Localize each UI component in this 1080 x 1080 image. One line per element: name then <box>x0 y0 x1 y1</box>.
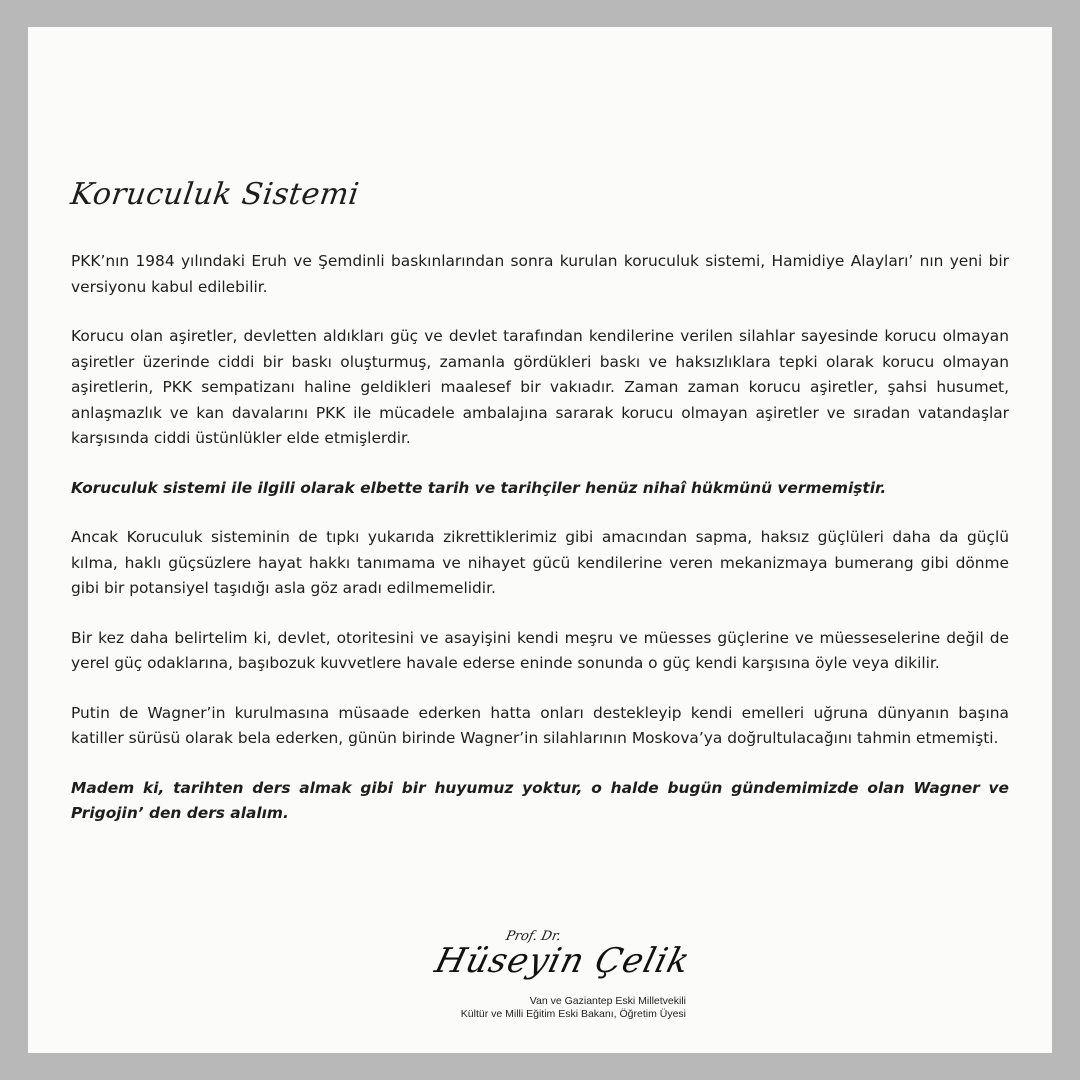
signature-prefix: Prof. Dr. <box>504 929 563 944</box>
paragraph-1: PKK’nın 1984 yılındaki Eruh ve Şemdinli baskınlarından sonra kurulan koruculuk sistemi, Hamidiye Alayları’ nın yeni bir versiyonu kabul edilebilir. <box>71 252 1009 296</box>
paragraph-6: Putin de Wagner’in kurulmasına müsaade ederken hatta onları destekleyip kendi emelleri uğruna dünyanın başına katiller sürüsü olarak bela ederken, günün birinde Wagner’in silahlarının Moskova’ya doğrultulacağını tahmin etmemişti. <box>71 703 1009 747</box>
signature-title-line-1: Van ve Gaziantep Eski Milletvekili <box>529 995 686 1007</box>
signature-name: Hüseyin Çelik <box>431 941 695 981</box>
signature-title-line-2: Kültür ve Milli Eğitim Eski Bakanı, Öğretim Üyesi <box>460 1008 686 1020</box>
document-body <box>71 249 1009 827</box>
document-title: Koruculuk Sistemi <box>68 177 362 212</box>
paragraph-3-emphasis: Koruculuk sistemi ile ilgili olarak elbette tarih ve tarihçiler henüz nihaî hükmünü vermemiştir. <box>71 478 887 497</box>
paragraph-2: Korucu olan aşiretler, devletten aldıkları güç ve devlet tarafından kendilerine verilen silahlar sayesinde korucu olmayan aşiretler üzerinde ciddi bir baskı oluşturmuş, zamanla gördükleri baskı ve haksızlıklara tepki olarak korucu olmayan aşiretlerin, PKK sempatizanı haline geldikleri maalesef bir vakıadır. Zaman zaman korucu aşiretler, şahsi husumet, anlaşmazlık ve kan davalarını PKK ile mücadele ambalajına sararak korucu olmayan aşiretler ve sıradan vatandaşlar karşısında ciddi üstünlükler elde etmişlerdir. <box>71 327 1009 447</box>
paragraph-7-emphasis: Madem ki, tarihten ders almak gibi bir huyumuz yoktur, o halde bugün gündemimizde olan Wagner ve Prigojin’ den ders alalım. <box>71 778 1009 822</box>
paragraph-5: Bir kez daha belirtelim ki, devlet, otoritesini ve asayişini kendi meşru ve müesses güçlerine ve müesseselerine değil de yerel güç odaklarına, başıbozuk kuvvetlere havale ederse eninde sonunda o güç kendi karşısına öyle veya dikilir. <box>71 628 1009 672</box>
document-page <box>28 27 1052 1053</box>
signature-block <box>408 927 698 1037</box>
paragraph-4: Ancak Koruculuk sisteminin de tıpkı yukarıda zikrettiklerimiz gibi amacından sapma, haksız güçlüleri daha da güçlü kılma, haklı güçsüzlere hayat hakkı tanımama ve nihayet gücü kendilerine veren mekanizmaya bumerang gibi dönme gibi bir potansiyel taşıdığı asla göz aradı edilmemelidir. <box>71 528 1009 597</box>
